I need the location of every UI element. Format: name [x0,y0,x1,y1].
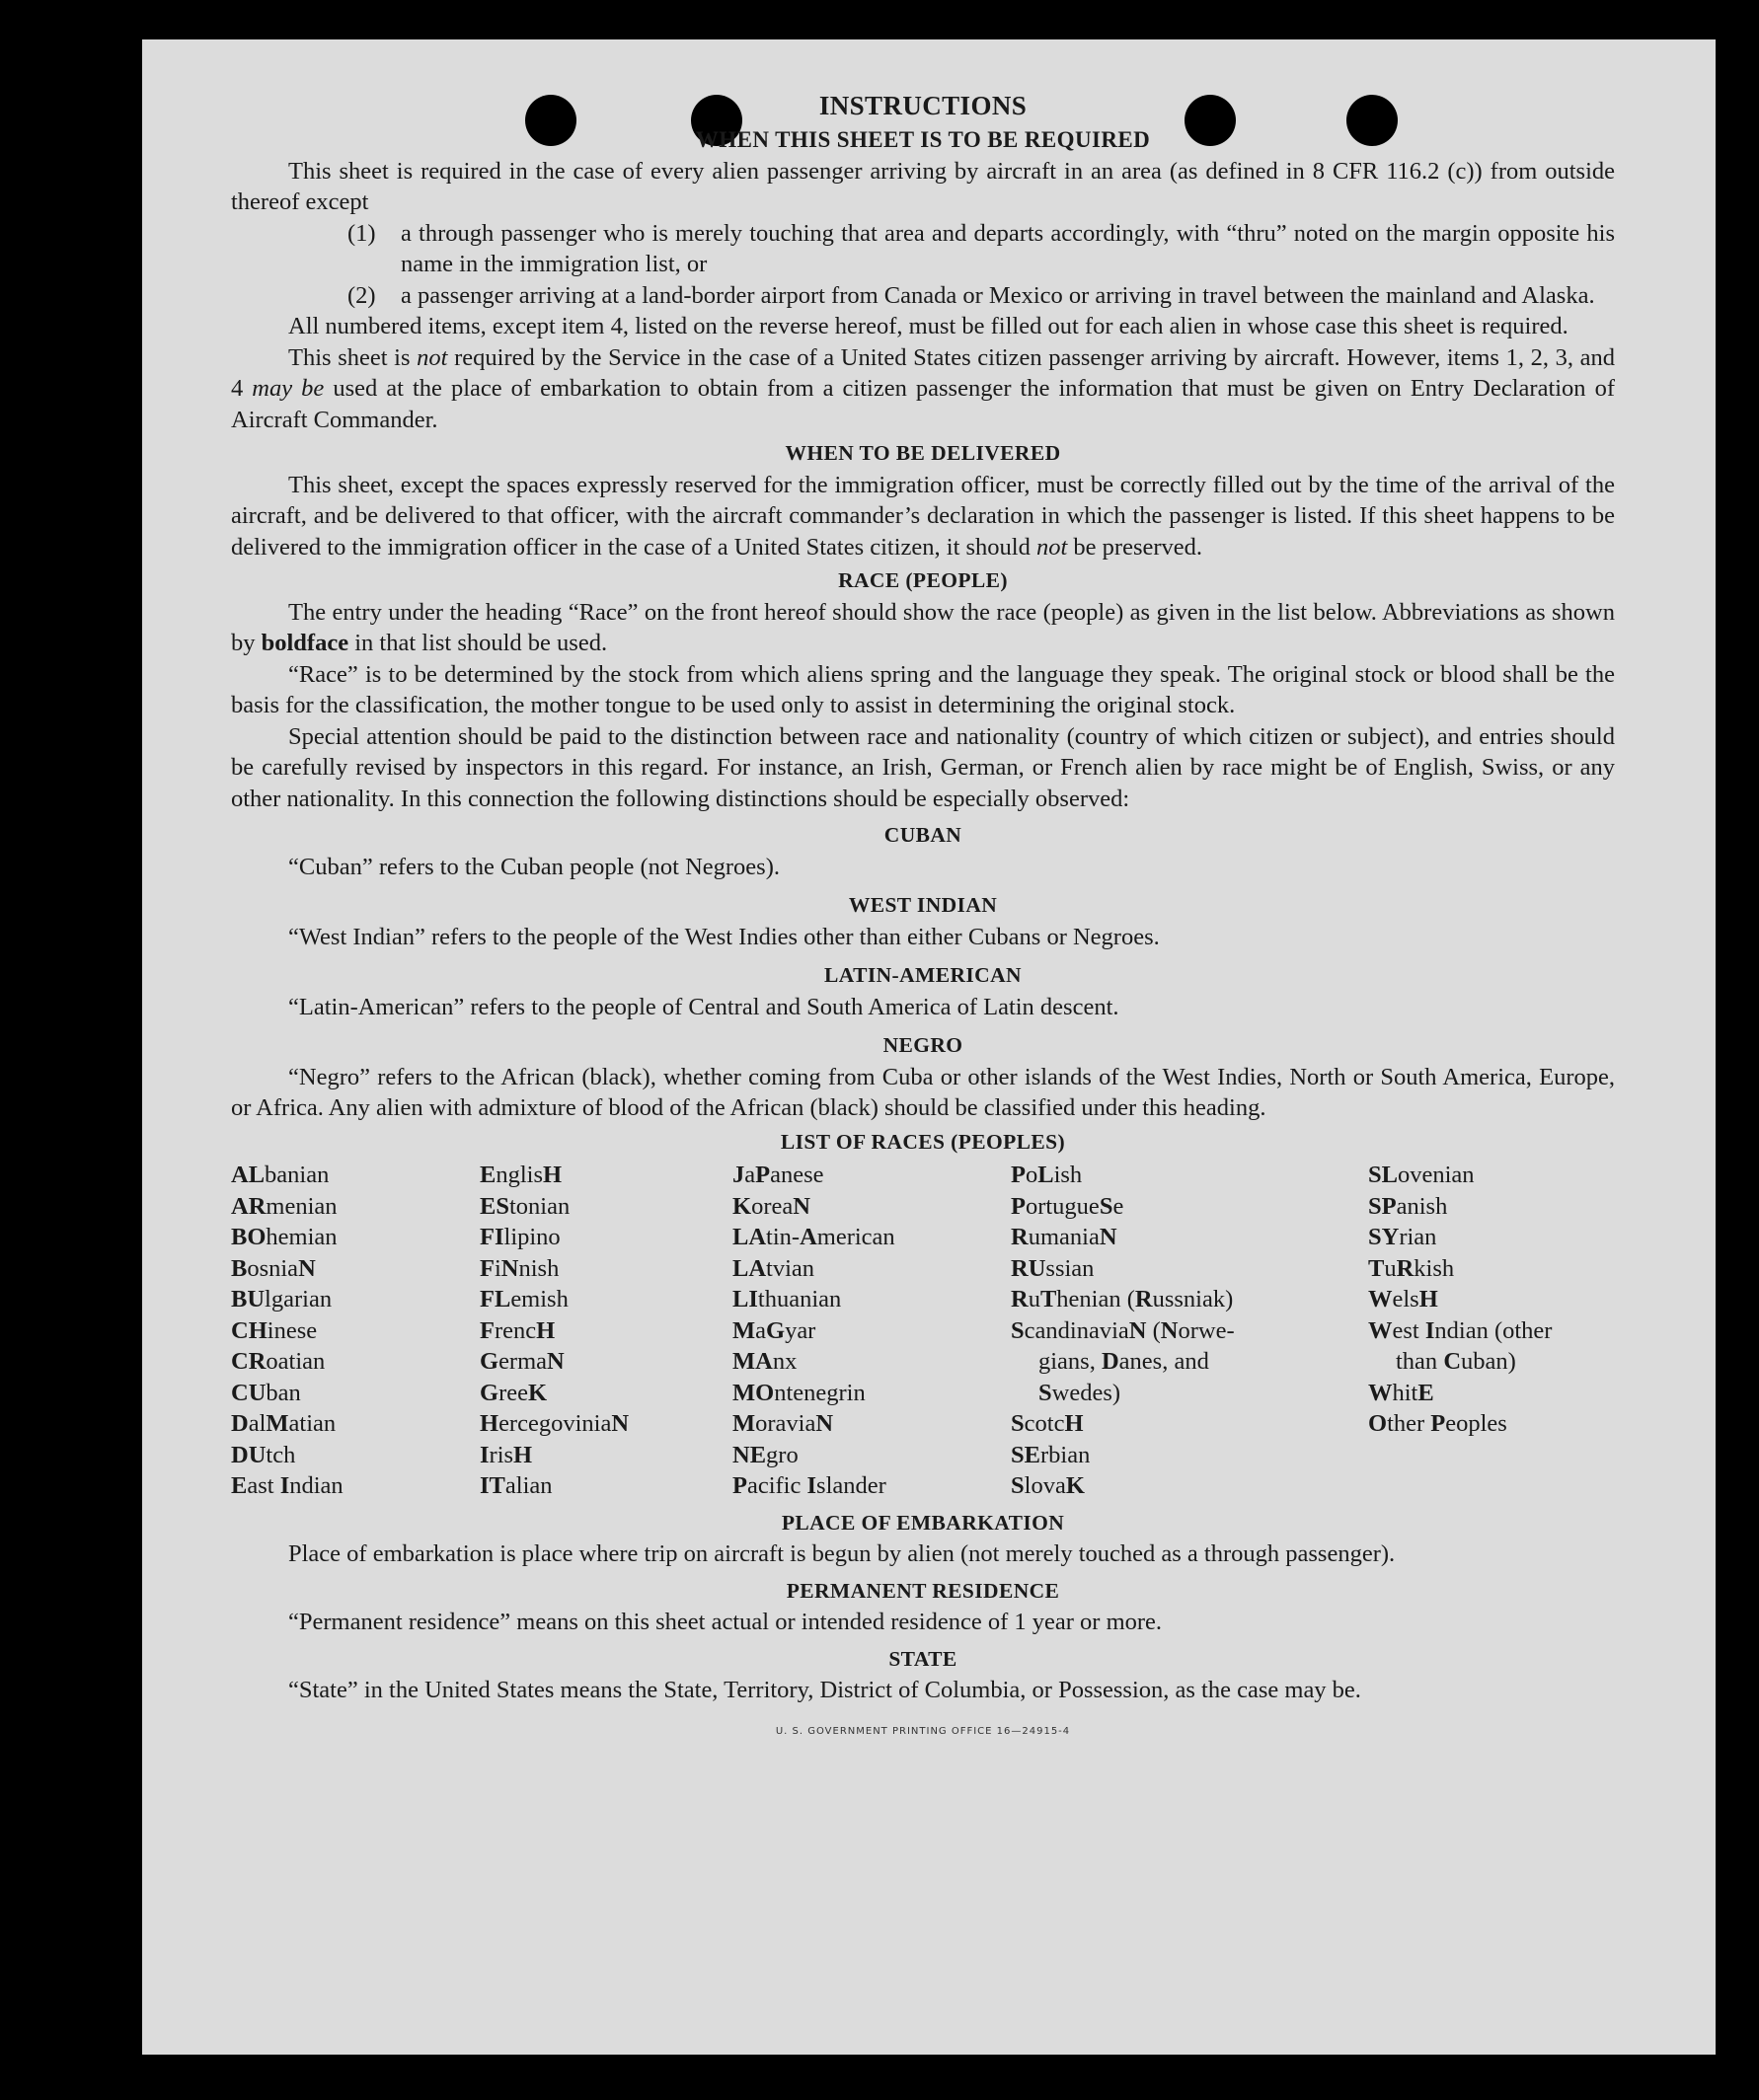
section-heading-state: STATE [888,1646,957,1671]
races-list [231,1160,1615,1502]
races-column-3 [732,1160,1011,1502]
list-item: LIthuanian [732,1286,842,1312]
list-item: ITalian [480,1472,553,1499]
races-column-4 [1011,1160,1368,1502]
list-item: CRoatian [231,1348,326,1375]
list-item-continuation: than Cuban) [1396,1348,1516,1375]
list-item: MoraviaN [732,1410,834,1437]
section-heading-when-delivered: WHEN TO BE DELIVERED [785,441,1061,465]
races-column-2 [480,1160,732,1502]
list-item: FLemish [480,1286,569,1312]
paragraph: “Negro” refers to the African (black), whether coming from Cuba or other islands of the West Indies, North or South America, Europe, or Africa. Any alien with admixture of blood of the African (black) should be classified under this heading. [231,1063,1615,1121]
list-item: Other Peoples [1368,1410,1507,1437]
item-text: a passenger arriving at a land-border airport from Canada or Mexico or arriving in travel between the mainland and Alaska. [401,281,1595,309]
list-item: MaGyar [732,1316,816,1344]
list-item [231,218,1615,280]
list-item: WelsH [1368,1286,1438,1312]
list-item: ALbanian [231,1162,330,1188]
list-item-continuation: Swedes) [1038,1379,1121,1406]
list-item: GreeK [480,1379,548,1406]
list-item: JaPanese [732,1162,824,1188]
list-item: KoreaN [732,1192,810,1220]
list-item: BUlgarian [231,1286,333,1312]
races-column-5 [1368,1160,1615,1502]
list-item: RuThenian (Russniak) [1011,1286,1234,1312]
list-item: BosniaN [231,1254,316,1282]
section-heading-when-required: WHEN THIS SHEET IS TO BE REQUIRED [695,127,1151,152]
list-item: LAtin-American [732,1224,895,1250]
paragraph: Place of embarkation is place where trip on aircraft is begun by alien (not merely touched as a through passenger). [288,1540,1396,1567]
paragraph: “Permanent residence” means on this sheet actual or intended residence of 1 year or more. [288,1609,1163,1635]
list-item: SLovenian [1368,1162,1475,1188]
paragraph: This sheet is required in the case of every alien passenger arriving by aircraft in an area (as defined in 8 CFR 116.2 (c)) from outside thereof except [231,157,1615,215]
section-heading-cuban: CUBAN [883,823,962,847]
list-item: ARmenian [231,1192,338,1220]
printer-imprint: U. S. GOVERNMENT PRINTING OFFICE 16—24915-4 [775,1725,1071,1737]
list-item: LAtvian [732,1254,815,1282]
list-item: FrencH [480,1316,556,1344]
paragraph: “Cuban” refers to the Cuban people (not Negroes). [288,853,780,880]
list-item: RumaniaN [1011,1224,1117,1250]
list-item: FiNnish [480,1254,560,1282]
paragraph: “State” in the United States means the State, Territory, District of Columbia, or Possession, as the case may be. [288,1677,1361,1703]
item-number: (1) [347,219,376,247]
section-heading-negro: NEGRO [882,1033,963,1057]
list-item: PortugueSe [1011,1192,1124,1220]
list-item [231,280,1615,312]
section-heading-latin-american: LATIN-AMERICAN [824,963,1022,987]
list-item: BOhemian [231,1224,338,1250]
document-page [142,39,1716,2055]
list-item: GermaN [480,1348,565,1375]
list-item: CUban [231,1379,301,1406]
list-item: EnglisH [480,1162,563,1188]
list-item: MOntenegrin [732,1379,866,1406]
item-text: a through passenger who is merely touching that area and departs accordingly, with “thru” noted on the margin opposite his name in the immigration list, or [401,219,1615,277]
paragraph: All numbered items, except item 4, listed on the reverse hereof, must be filled out for each alien in whose case this sheet is required. [288,313,1568,339]
section-heading-list-of-races: LIST OF RACES (PEOPLES) [780,1129,1066,1154]
list-item: CHinese [231,1316,318,1344]
list-item: RUssian [1011,1254,1095,1282]
paragraph: “West Indian” refers to the people of the West Indies other than either Cubans or Negroes. [288,923,1160,950]
paragraph: “Race” is to be determined by the stock from which aliens spring and the language they speak. The original stock or blood shall be the basis for the classification, the mother tongue to be used only to assist in determining the original stock. [231,660,1615,718]
list-item: ScotcH [1011,1410,1084,1437]
list-item: FIlipino [480,1224,561,1250]
list-item: SYrian [1368,1224,1437,1250]
list-item-continuation: gians, Danes, and [1038,1348,1209,1375]
races-column-1 [231,1160,480,1502]
list-item: WhitE [1368,1379,1434,1406]
instructions-body [231,87,1615,1747]
paragraph: The entry under the heading “Race” on the front hereof should show the race (people) as given in the list below. Abbreviations as shown by boldface in that list should be used. [231,598,1615,656]
paragraph: This sheet is not required by the Service in the case of a United States citizen passenger arriving by aircraft. However, items 1, 2, 3, and 4 may be used at the place of embarkation to obtain from a citizen passenger the information that must be given on Entry Declaration of Aircraft Commander. [231,343,1615,433]
list-item: Pacific Islander [732,1472,886,1499]
section-heading-west-indian: WEST INDIAN [848,893,998,917]
item-number: (2) [347,281,376,309]
list-item: West Indian (other [1368,1316,1553,1344]
list-item: East Indian [231,1472,344,1499]
list-item: NEgro [732,1441,799,1468]
list-item: SErbian [1011,1441,1091,1468]
list-item: IrisH [480,1441,533,1468]
list-item: DUtch [231,1441,296,1468]
list-item: PoLish [1011,1162,1083,1188]
section-heading-residence: PERMANENT RESIDENCE [786,1578,1060,1603]
paragraph: Special attention should be paid to the distinction between race and nationality (country of which citizen or subject), and entries should be carefully revised by inspectors in this regard. For instance, an Irish, German, or French alien by race might be of English, Swiss, or any other nationality. In this connection the following distinctions should be especially observed: [231,722,1615,812]
paragraph: “Latin-American” refers to the people of Central and South America of Latin descent. [288,993,1119,1020]
section-heading-race: RACE (PEOPLE) [838,568,1008,592]
list-item: SPanish [1368,1192,1448,1220]
list-item: DalMatian [231,1410,337,1437]
list-item: EStonian [480,1192,571,1220]
paragraph: This sheet, except the spaces expressly reserved for the immigration officer, must be correctly filled out by the time of the arrival of the aircraft, and be delivered to that officer, with the aircraft commander’s declaration in which the passenger is listed. If this sheet happens to be delivered to the immigration officer in the case of a United States citizen, it should not be preserved. [231,471,1615,561]
list-item: SlovaK [1011,1472,1085,1499]
list-item: TuRkish [1368,1254,1455,1282]
list-item: HercegoviniaN [480,1410,630,1437]
list-item: ScandinaviaN (Norwe- [1011,1316,1235,1344]
page-title: INSTRUCTIONS [818,91,1028,120]
section-heading-embarkation: PLACE OF EMBARKATION [781,1510,1065,1535]
list-item: MAnx [732,1348,798,1375]
